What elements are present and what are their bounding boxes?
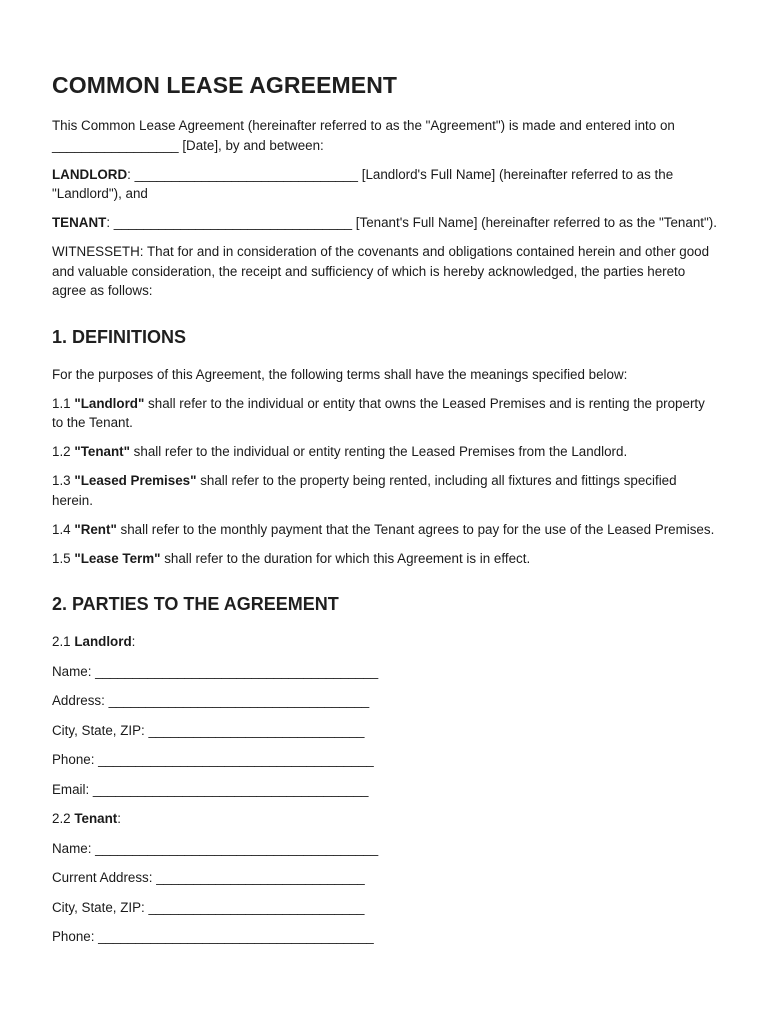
tenant-current-address-field[interactable]: Current Address: ____________________________ — [52, 870, 365, 885]
definition-text: shall refer to the monthly payment that the Tenant agrees to pay for the use of the Leased Premises. — [116, 521, 715, 537]
definition-term: "Rent" — [74, 521, 117, 537]
landlord-name-field[interactable]: Name: ______________________________________ — [52, 663, 379, 679]
landlord-phone-field[interactable]: Phone: _____________________________________ — [52, 752, 374, 767]
landlord-subheading — [52, 632, 718, 652]
subsection-number: 2.2 — [52, 811, 75, 826]
tenant-clause-text: : ________________________________ [Tenant's Full Name] (hereinafter referred to as the "Tenant"). — [106, 215, 717, 230]
definition-item — [52, 549, 718, 569]
landlord-clause-text: : ______________________________ [Landlord's Full Name] (hereinafter referred to as the "Landlord"), and — [52, 166, 674, 201]
definition-item — [52, 442, 718, 462]
definition-term: "Lease Term" — [74, 550, 161, 566]
subsection-number: 2.1 — [52, 634, 75, 649]
definition-text: shall refer to the individual or entity renting the Leased Premises from the Landlord. — [129, 444, 628, 459]
definition-term: "Leased Premises" — [74, 473, 197, 488]
definition-term: "Landlord" — [74, 395, 145, 411]
tenant-city-state-zip-field[interactable]: City, State, ZIP: _____________________________ — [52, 899, 365, 915]
landlord-address-field[interactable]: Address: ___________________________________ — [52, 693, 370, 708]
landlord-email-field[interactable]: Email: _____________________________________ — [52, 781, 369, 797]
definition-item — [52, 520, 718, 540]
subsection-colon: : — [131, 634, 136, 649]
landlord-city-state-zip-field[interactable]: City, State, ZIP: _____________________________ — [52, 722, 365, 738]
definition-number: 1.4 — [52, 521, 75, 537]
definitions-heading: 1. DEFINITIONS — [52, 326, 187, 347]
tenant-label: TENANT — [52, 215, 107, 230]
definition-number: 1.3 — [52, 473, 75, 488]
landlord-label: LANDLORD — [52, 166, 128, 182]
tenant-subheading — [52, 809, 718, 829]
landlord-clause — [52, 165, 718, 204]
tenant-name-field[interactable]: Name: ______________________________________ — [52, 840, 379, 856]
definition-text: shall refer to the individual or entity that owns the Leased Premises and is renting the property to the Tenant. — [52, 395, 705, 430]
definition-number: 1.2 — [52, 444, 75, 459]
intro-paragraph: This Common Lease Agreement (hereinafter referred to as the "Agreement") is made and entered into on _________________ [Date], by and between: — [52, 118, 675, 153]
subsection-colon: : — [117, 811, 121, 826]
document-title: COMMON LEASE AGREEMENT — [52, 72, 398, 98]
definition-item — [52, 471, 718, 510]
definition-text: shall refer to the duration for which this Agreement is in effect. — [160, 550, 531, 566]
definition-text: shall refer to the property being rented, including all fixtures and fittings specified herein. — [52, 473, 677, 508]
subsection-label: Landlord — [74, 634, 132, 649]
definition-number: 1.5 — [52, 550, 75, 566]
parties-heading: 2. PARTIES TO THE AGREEMENT — [52, 594, 339, 614]
witnesseth-paragraph: WITNESSETH: That for and in consideration of the covenants and obligations contained herein and other good and valuable consideration, the receipt and sufficiency of which is hereby acknowledged, the parties hereto agree as follows: — [52, 244, 710, 298]
definition-term: "Tenant" — [74, 444, 130, 459]
tenant-clause — [52, 213, 718, 233]
definition-item — [52, 394, 718, 433]
tenant-phone-field[interactable]: Phone: _____________________________________ — [52, 929, 374, 944]
subsection-label: Tenant — [74, 811, 118, 826]
definitions-lead: For the purposes of this Agreement, the following terms shall have the meanings specified below: — [52, 366, 628, 382]
definition-number: 1.1 — [52, 395, 75, 411]
